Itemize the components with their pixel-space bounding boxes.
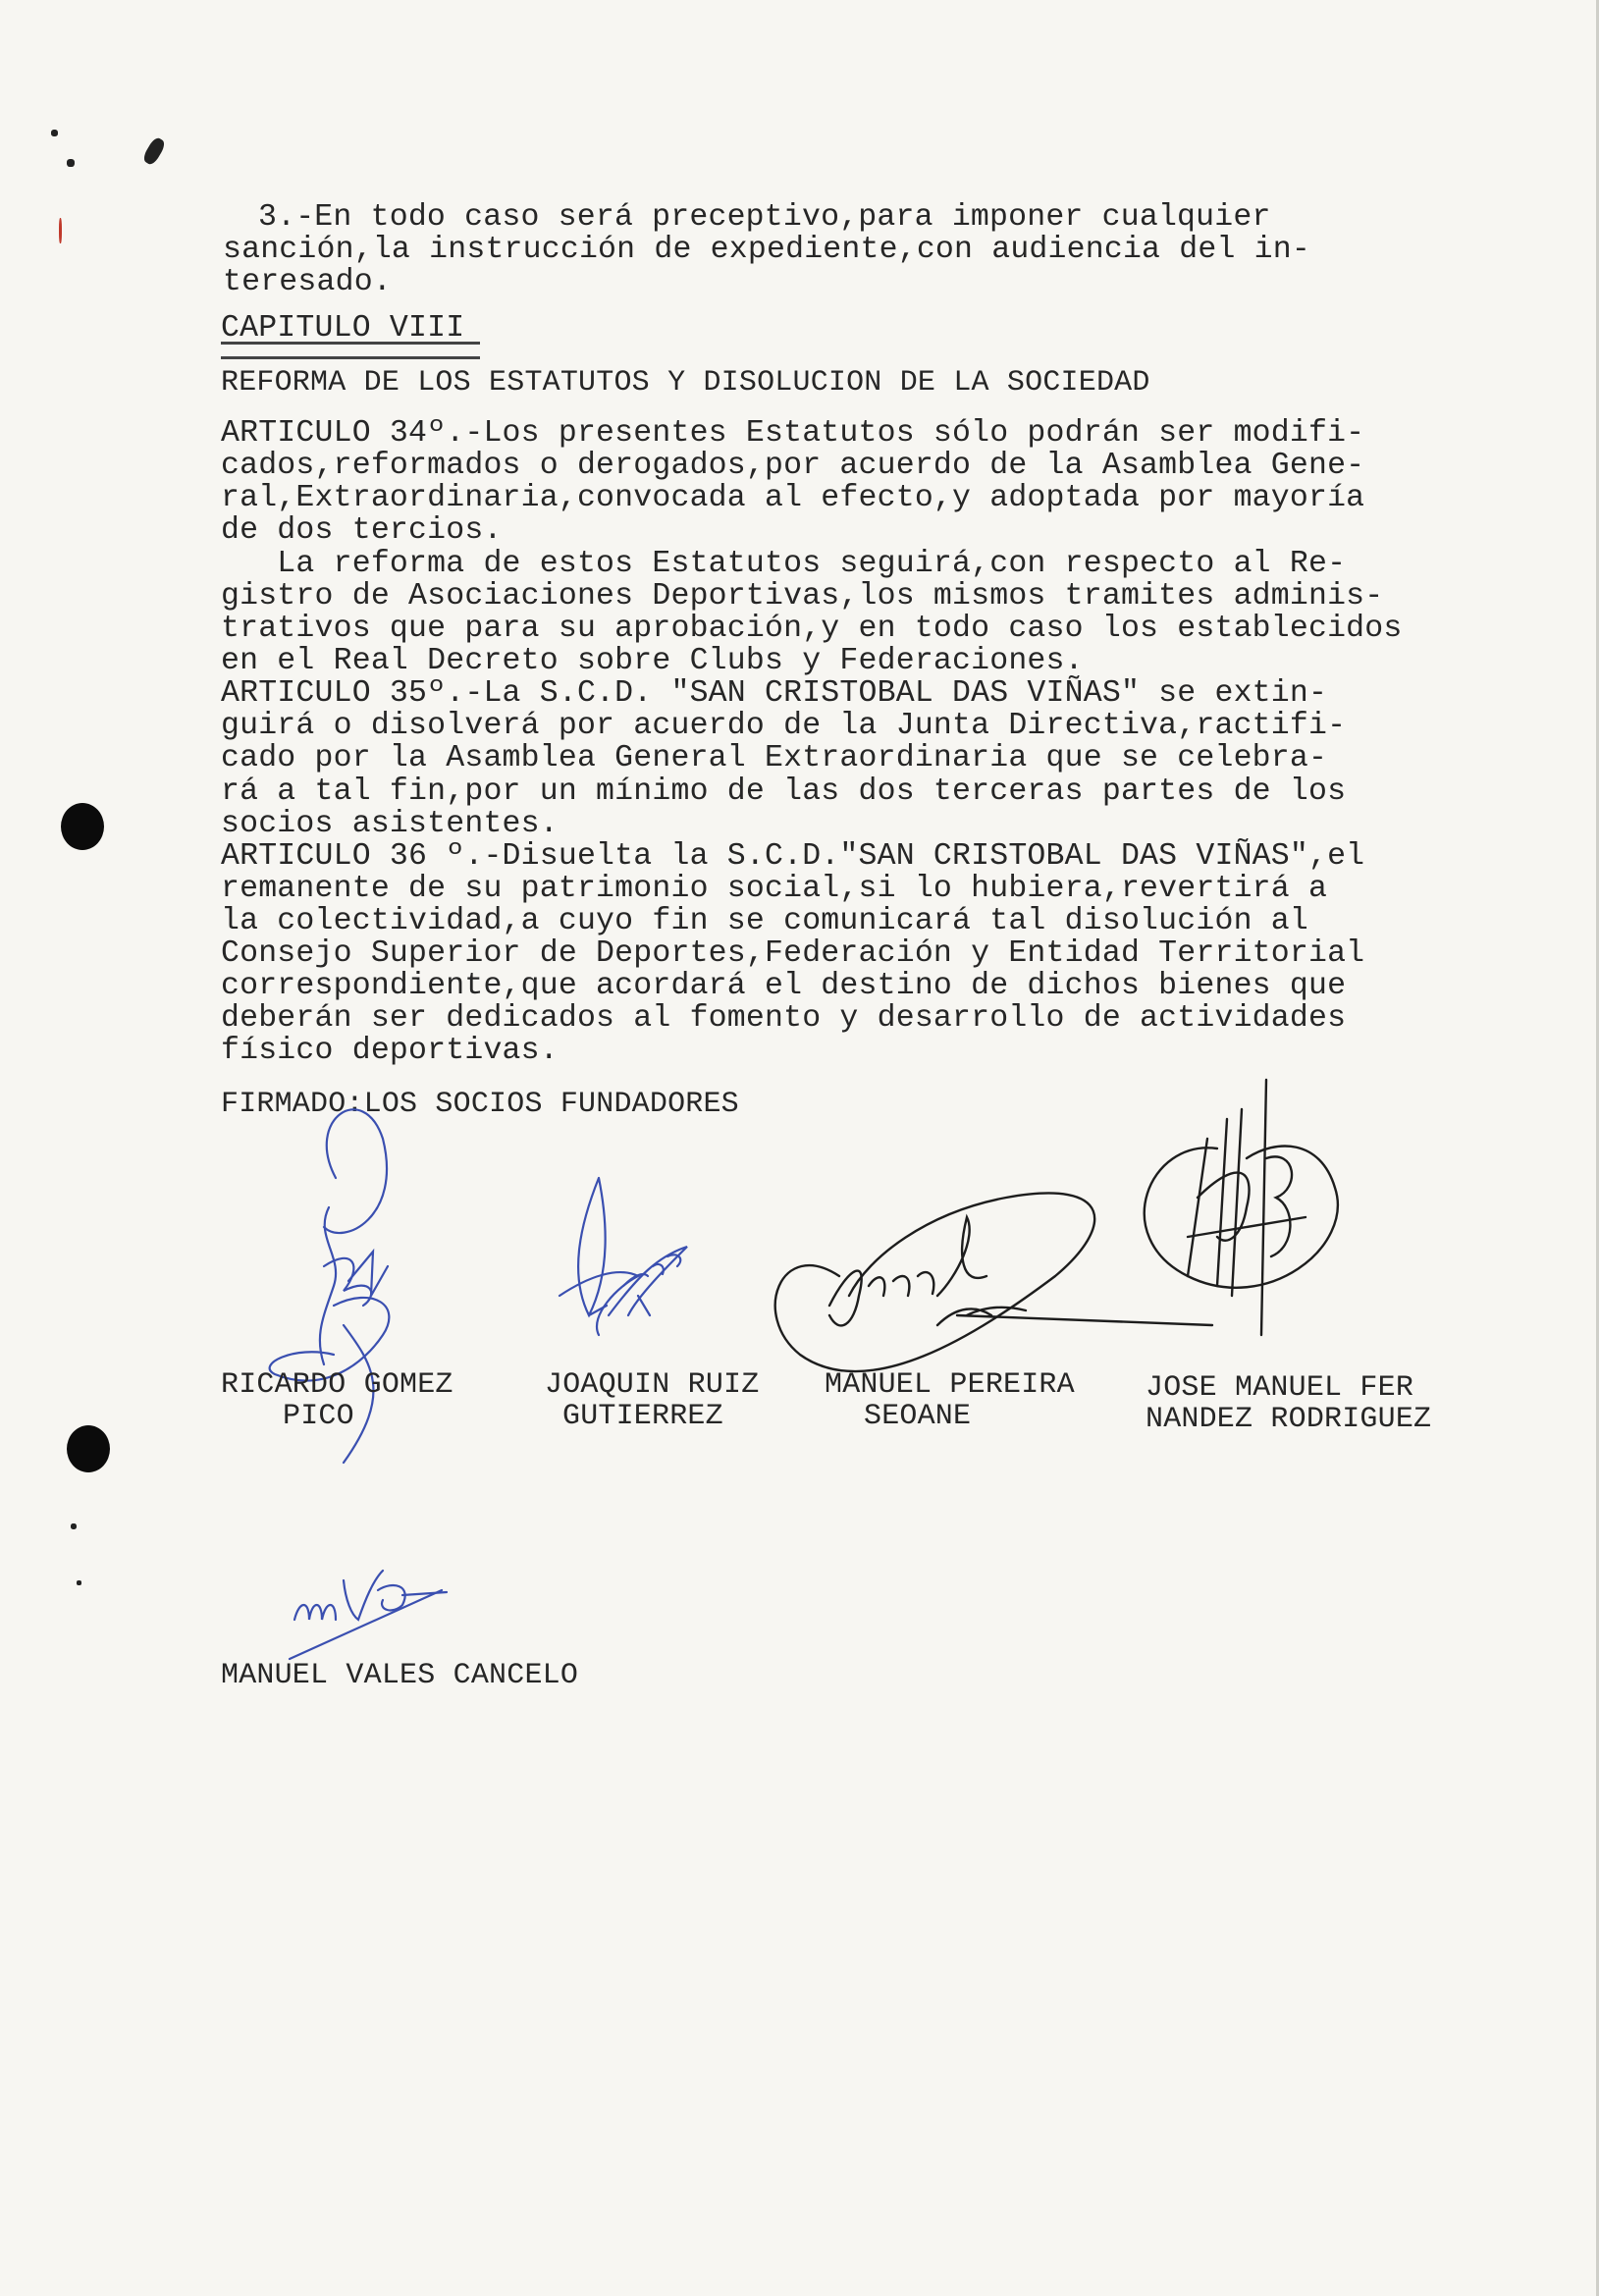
signature-jose-manuel-fernandez	[1129, 1080, 1355, 1335]
chapter-title: REFORMA DE LOS ESTATUTOS Y DISOLUCION DE LA SOCIEDAD	[221, 366, 1150, 400]
signature-joaquin-ruiz	[550, 1168, 726, 1384]
founder-name: GUTIERREZ	[562, 1400, 723, 1433]
speck-mark	[67, 159, 75, 167]
article-line: La reforma de estos Estatutos seguirá,con respecto al Re-	[221, 547, 1347, 581]
signature-manuel-vales	[285, 1522, 461, 1659]
article-line: ARTICULO 35º.-La S.C.D. "SAN CRISTOBAL DAS VIÑAS" se extin-	[221, 676, 1328, 711]
article-line: ARTICULO 34º.-Los presentes Estatutos sólo podrán ser modifi-	[221, 416, 1365, 451]
article-line: ARTICULO 36 º.-Disuelta la S.C.D."SAN CRISTOBAL DAS VIÑAS",el	[221, 839, 1365, 874]
article-line: cado por la Asamblea General Extraordinaria que se celebra-	[221, 741, 1328, 775]
founder-name: SEOANE	[864, 1400, 972, 1433]
founder-name: MANUEL VALES CANCELO	[221, 1659, 579, 1692]
clause-line: 3.-En todo caso será preceptivo,para imponer cualquier	[258, 200, 1271, 235]
article-line: la colectividad,a cuyo fin se comunicará tal disolución al	[221, 904, 1308, 938]
article-line: de dos tercios.	[221, 513, 503, 548]
founder-name: RICARDO GOMEZ	[221, 1368, 453, 1402]
punch-hole-top	[61, 803, 104, 850]
article-line: físico deportivas.	[221, 1034, 559, 1068]
article-line: socios asistentes.	[221, 807, 559, 841]
article-line: gistro de Asociaciones Deportivas,los mismos tramites adminis-	[221, 579, 1384, 614]
founder-name: PICO	[283, 1400, 354, 1433]
article-line: cados,reformados o derogados,por acuerdo de la Asamblea Gene-	[221, 449, 1365, 483]
speck-mark	[141, 135, 167, 166]
article-line: rá a tal fin,por un mínimo de las dos terceras partes de los	[221, 774, 1347, 809]
speck-mark	[51, 130, 58, 136]
founder-name: NANDEZ RODRIGUEZ	[1146, 1403, 1432, 1436]
speck-mark	[77, 1580, 81, 1585]
chapter-heading-underline	[221, 342, 480, 359]
clause-line: sanción,la instrucción de expediente,con audiencia del in-	[223, 233, 1310, 267]
article-line: remanente de su patrimonio social,si lo hubiera,revertirá a	[221, 872, 1328, 906]
speck-mark	[59, 218, 62, 243]
article-line: correspondiente,que acordará el destino de dichos bienes que	[221, 969, 1347, 1003]
signed-line: FIRMADO:LOS SOCIOS FUNDADORES	[221, 1088, 739, 1121]
founder-name: JOAQUIN RUIZ	[545, 1368, 760, 1402]
article-line: guirá o disolverá por acuerdo de la Junta Directiva,ractifi-	[221, 709, 1347, 743]
clause-line: teresado.	[223, 265, 392, 299]
founder-name: MANUEL PEREIRA	[825, 1368, 1075, 1402]
article-line: deberán ser dedicados al fomento y desarrollo de actividades	[221, 1001, 1347, 1036]
founder-name: JOSE MANUEL FER	[1146, 1371, 1414, 1405]
article-line: en el Real Decreto sobre Clubs y Federaciones.	[221, 644, 1084, 678]
chapter-heading: CAPITULO VIII	[221, 311, 465, 346]
punch-hole-bottom	[67, 1425, 110, 1472]
article-line: Consejo Superior de Deportes,Federación y Entidad Territorial	[221, 936, 1365, 971]
speck-mark	[71, 1523, 77, 1529]
article-line: trativos que para su aprobación,y en todo caso los establecidos	[221, 612, 1403, 646]
article-line: ral,Extraordinaria,convocada al efecto,y adoptada por mayoría	[221, 481, 1365, 515]
